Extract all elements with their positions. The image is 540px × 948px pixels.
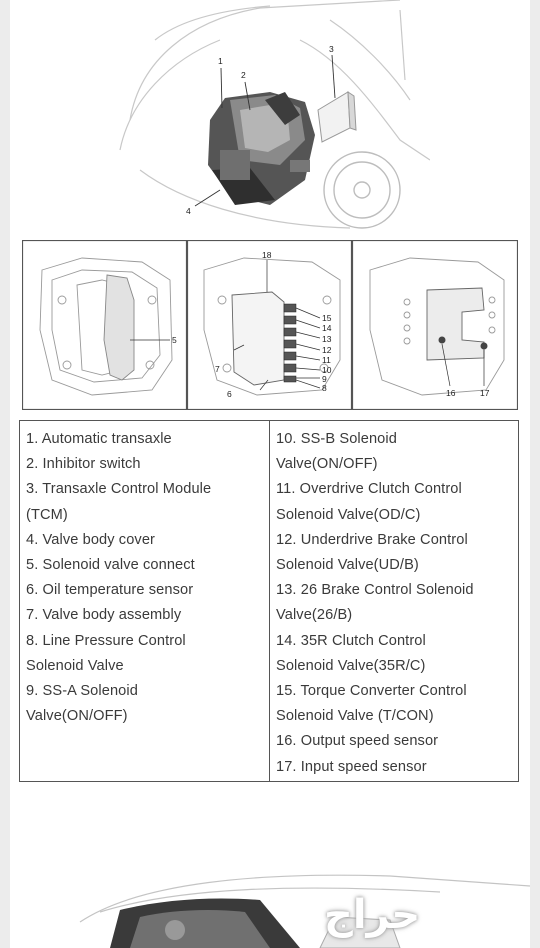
panel-solenoid-valves	[188, 241, 352, 410]
panel-callout-14: 14	[322, 323, 332, 333]
legend-line: 8. Line Pressure Control	[26, 632, 186, 649]
legend-line: Solenoid Valve (T/CON)	[276, 708, 434, 725]
tcm-module	[318, 92, 356, 142]
legend-line: 9. SS-A Solenoid	[26, 683, 138, 700]
site-watermark: حراج	[324, 892, 421, 938]
legend-line: 7. Valve body assembly	[26, 607, 182, 624]
legend-line: Solenoid Valve(35R/C)	[276, 657, 426, 674]
panel-callout-9: 9	[322, 374, 327, 384]
legend-line: 1. Automatic transaxle	[26, 431, 172, 447]
panel-callout-13: 13	[322, 334, 332, 344]
legend-line: 12. Underdrive Brake Control	[276, 531, 468, 548]
legend-line: 2. Inhibitor switch	[26, 456, 141, 473]
legend-line: 15. Torque Converter Control	[276, 683, 467, 700]
panel-callout-17: 17	[480, 388, 490, 398]
hero-callout-3: 3	[329, 44, 334, 54]
legend-line: Solenoid Valve(UD/B)	[276, 557, 419, 574]
legend-line: 10. SS-B Solenoid	[276, 431, 397, 447]
transaxle-assembly	[208, 92, 315, 205]
legend-line: Solenoid Valve(OD/C)	[276, 506, 421, 523]
hero-callout-2: 2	[241, 70, 246, 80]
legend-line: (TCM)	[26, 506, 68, 523]
legend-line: 14. 35R Clutch Control	[276, 632, 426, 649]
bottom-vehicle-image	[60, 862, 540, 948]
legend-left-column	[20, 421, 269, 781]
components-legend-table	[19, 420, 519, 782]
panel-callout-18: 18	[262, 250, 272, 260]
legend-line: 4. Valve body cover	[26, 531, 155, 548]
legend-line: 13. 26 Brake Control Solenoid	[276, 582, 474, 599]
legend-line: Valve(ON/OFF)	[26, 708, 128, 725]
legend-line: 16. Output speed sensor	[276, 733, 439, 750]
panel-callout-12: 12	[322, 345, 332, 355]
legend-line: Solenoid Valve	[26, 657, 124, 674]
panel-callout-15: 15	[322, 313, 332, 323]
hero-callout-1: 1	[218, 56, 223, 66]
panel-callout-11: 11	[322, 355, 331, 365]
panel-callout-7: 7	[215, 364, 220, 374]
legend-line: 17. Input speed sensor	[276, 758, 427, 775]
panel-callout-16: 16	[446, 388, 456, 398]
legend-line: 6. Oil temperature sensor	[26, 582, 194, 599]
legend-line: Valve(26/B)	[276, 607, 353, 624]
valve-body-panels	[22, 240, 518, 410]
panel-speed-sensors	[353, 241, 518, 410]
panel-callout-5: 5	[172, 335, 177, 345]
legend-line: Valve(ON/OFF)	[276, 456, 378, 473]
legend-line: 11. Overdrive Clutch Control	[276, 481, 462, 498]
legend-line: 3. Transaxle Control Module	[26, 481, 212, 498]
panel-callout-6: 6	[227, 389, 232, 399]
panel-callout-10: 10	[322, 365, 332, 375]
panel-valve-body-cover	[23, 241, 187, 410]
vehicle-transaxle-illustration	[100, 0, 430, 230]
legend-right-column	[269, 421, 518, 781]
right-edge-rail	[530, 0, 540, 948]
legend-line: 5. Solenoid valve connect	[26, 557, 195, 574]
panel-callout-8: 8	[322, 383, 327, 393]
hero-callout-4: 4	[186, 206, 191, 216]
left-edge-rail	[0, 0, 10, 948]
